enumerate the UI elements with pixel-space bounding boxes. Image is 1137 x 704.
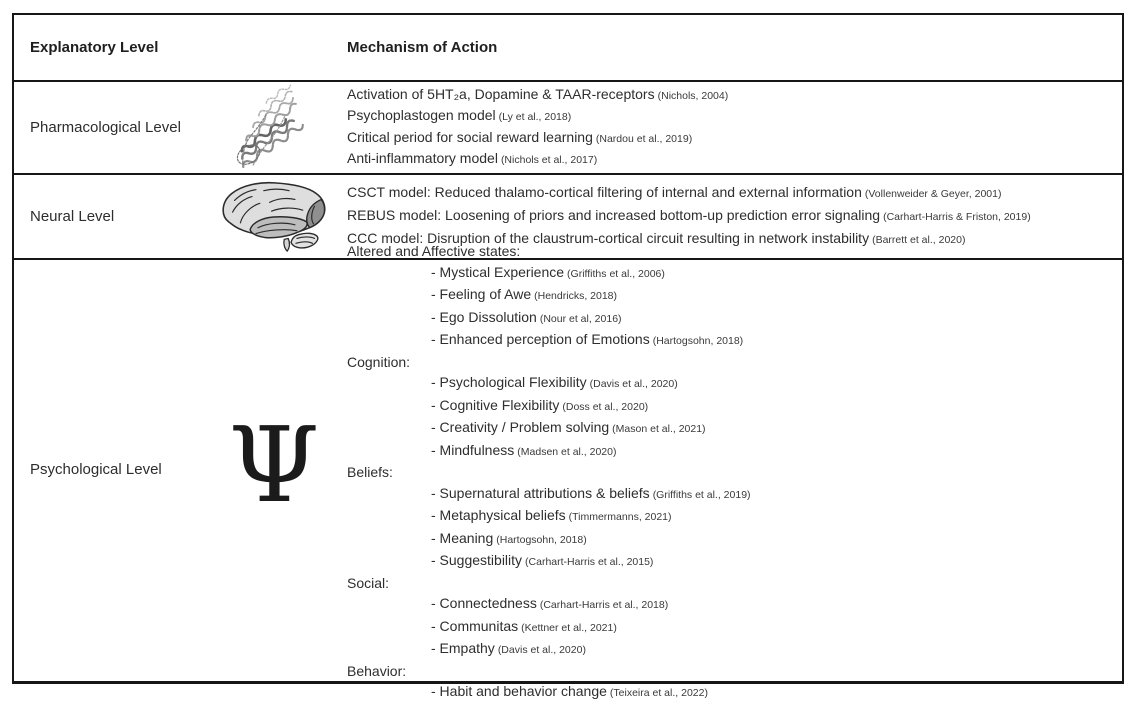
- category-group-behavior: [347, 661, 1122, 704]
- row-label-neural: Neural Level: [30, 208, 115, 225]
- mechanism-text: - Supernatural attributions & beliefs: [431, 484, 650, 501]
- citation: (Carhart-Harris & Friston, 2019): [883, 211, 1031, 223]
- category-group-social: [347, 573, 1122, 661]
- mechanism-item: [347, 128, 1122, 150]
- category-group-altered-states: [347, 241, 1122, 352]
- mechanism-item: [431, 505, 1122, 528]
- category-group-cognition: [347, 352, 1122, 463]
- mechanism-item: [347, 85, 1122, 107]
- category-header: Behavior:: [347, 662, 407, 679]
- citation: (Vollenweider & Geyer, 2001): [864, 188, 1002, 200]
- citation: (Nour et al, 2016): [539, 312, 622, 325]
- mechanism-text: - Feeling of Awe: [431, 286, 532, 303]
- mechanism-item: [431, 593, 1122, 616]
- mechanism-text: Critical period for social reward learning: [347, 128, 593, 145]
- citation: (Nichols et al., 2017): [500, 154, 598, 166]
- citation: (Davis et al., 2020): [497, 644, 586, 657]
- mechanism-text: - Meaning: [431, 529, 494, 546]
- mechanism-text: - Empathy: [431, 640, 495, 657]
- citation: (Nichols, 2004): [657, 89, 729, 102]
- citation: (Barrett et al., 2020): [872, 234, 966, 246]
- mechanism-text: Psychoplastogen model: [347, 107, 496, 123]
- mechanisms-psychological: [339, 243, 1122, 700]
- mechanism-text: - Connectedness: [431, 595, 537, 612]
- mechanism-text: REBUS model: Loosening of priors and increased bottom-up prediction error signaling: [347, 207, 881, 223]
- citation: (Davis et al., 2020): [589, 378, 678, 391]
- row-psychological: [14, 243, 1122, 700]
- mechanism-item: [431, 372, 1122, 395]
- mechanism-text: - Cognitive Flexibility: [431, 396, 560, 413]
- table-header-row: [14, 15, 1122, 80]
- citation: (Timmermanns, 2021): [568, 511, 672, 524]
- mechanism-item: [431, 550, 1122, 573]
- mechanism-text: - Suggestibility: [431, 552, 523, 569]
- explanatory-levels-table: [12, 13, 1124, 700]
- mechanism-item: [347, 149, 1122, 171]
- citation: (Hendricks, 2018): [534, 290, 618, 303]
- mechanism-item: [431, 528, 1122, 551]
- mechanism-text: - Ego Dissolution: [431, 308, 537, 325]
- mechanisms-pharmacological: [339, 82, 1122, 173]
- mechanism-text: - Communitas: [431, 617, 519, 634]
- citation: (Doss et al., 2020): [562, 400, 649, 413]
- mechanism-text: - Psychological Flexibility: [431, 374, 587, 391]
- mechanism-item: [347, 182, 1122, 205]
- category-header: Social:: [347, 574, 390, 591]
- mechanism-text: - Mindfulness: [431, 441, 515, 458]
- column-header-explanatory-level: Explanatory Level: [30, 39, 159, 56]
- mechanism-item: [347, 106, 1122, 128]
- citation: (Carhart-Harris et al., 2015): [525, 556, 654, 569]
- citation: (Hartogsohn, 2018): [496, 533, 587, 546]
- citation: (Ly et al., 2018): [498, 111, 572, 123]
- citation: (Griffiths et al., 2019): [652, 488, 751, 501]
- mechanism-text: - Mystical Experience: [431, 263, 565, 280]
- row-label-pharmacological: Pharmacological Level: [30, 119, 181, 136]
- mechanism-text: - Creativity / Problem solving: [431, 419, 610, 436]
- mechanism-item: [431, 440, 1122, 463]
- citation: (Madsen et al., 2020): [517, 445, 617, 458]
- category-header: Beliefs:: [347, 464, 393, 481]
- mechanism-text: - Habit and behavior change: [431, 683, 607, 700]
- mechanism-text: Activation of 5HT₂a, Dopamine & TAAR-receptors: [347, 85, 655, 102]
- mechanism-item: [431, 638, 1122, 661]
- brain-svg: [213, 179, 335, 255]
- mechanism-text: - Metaphysical beliefs: [431, 507, 566, 524]
- receptor-structure-svg: [204, 87, 344, 169]
- citation: (Nardou et al., 2019): [595, 132, 693, 145]
- mechanism-item: [347, 205, 1122, 228]
- mechanism-item: [431, 262, 1122, 285]
- mechanism-item: [431, 395, 1122, 418]
- mechanism-item: [431, 307, 1122, 330]
- mechanism-item: [431, 483, 1122, 506]
- mechanism-text: CCC model: Disruption of the claustrum-cortical circuit resulting in network instability: [347, 230, 870, 246]
- row-pharmacological: [14, 80, 1122, 173]
- receptor-protein-structure-icon: [209, 82, 339, 173]
- category-header: Cognition:: [347, 353, 411, 370]
- citation: (Teixeira et al., 2022): [609, 687, 708, 700]
- column-header-mechanism-of-action: Mechanism of Action: [347, 39, 498, 56]
- mechanism-item: [431, 284, 1122, 307]
- category-header: Altered and Affective states:: [347, 243, 521, 260]
- mechanism-text: - Enhanced perception of Emotions: [431, 331, 650, 348]
- mechanism-item: [431, 616, 1122, 639]
- category-group-beliefs: [347, 462, 1122, 573]
- citation: (Mason et al., 2021): [612, 423, 706, 436]
- citation: (Carhart-Harris et al., 2018): [539, 599, 669, 612]
- mechanism-item: [431, 681, 1122, 704]
- psi-glyph: Ψ: [228, 403, 320, 526]
- citation: (Griffiths et al., 2006): [567, 267, 665, 280]
- row-label-psychological: Psychological Level: [30, 461, 162, 478]
- citation: (Hartogsohn, 2018): [652, 335, 744, 348]
- citation: (Kettner et al., 2021): [521, 621, 617, 634]
- mechanism-item: [431, 417, 1122, 440]
- mechanism-text: CSCT model: Reduced thalamo-cortical filtering of internal and external information: [347, 184, 862, 200]
- mechanism-text: Anti-inflammatory model: [347, 150, 498, 166]
- psi-symbol-icon: [209, 260, 339, 679]
- mechanism-item: [431, 329, 1122, 352]
- brain-icon: [209, 175, 339, 258]
